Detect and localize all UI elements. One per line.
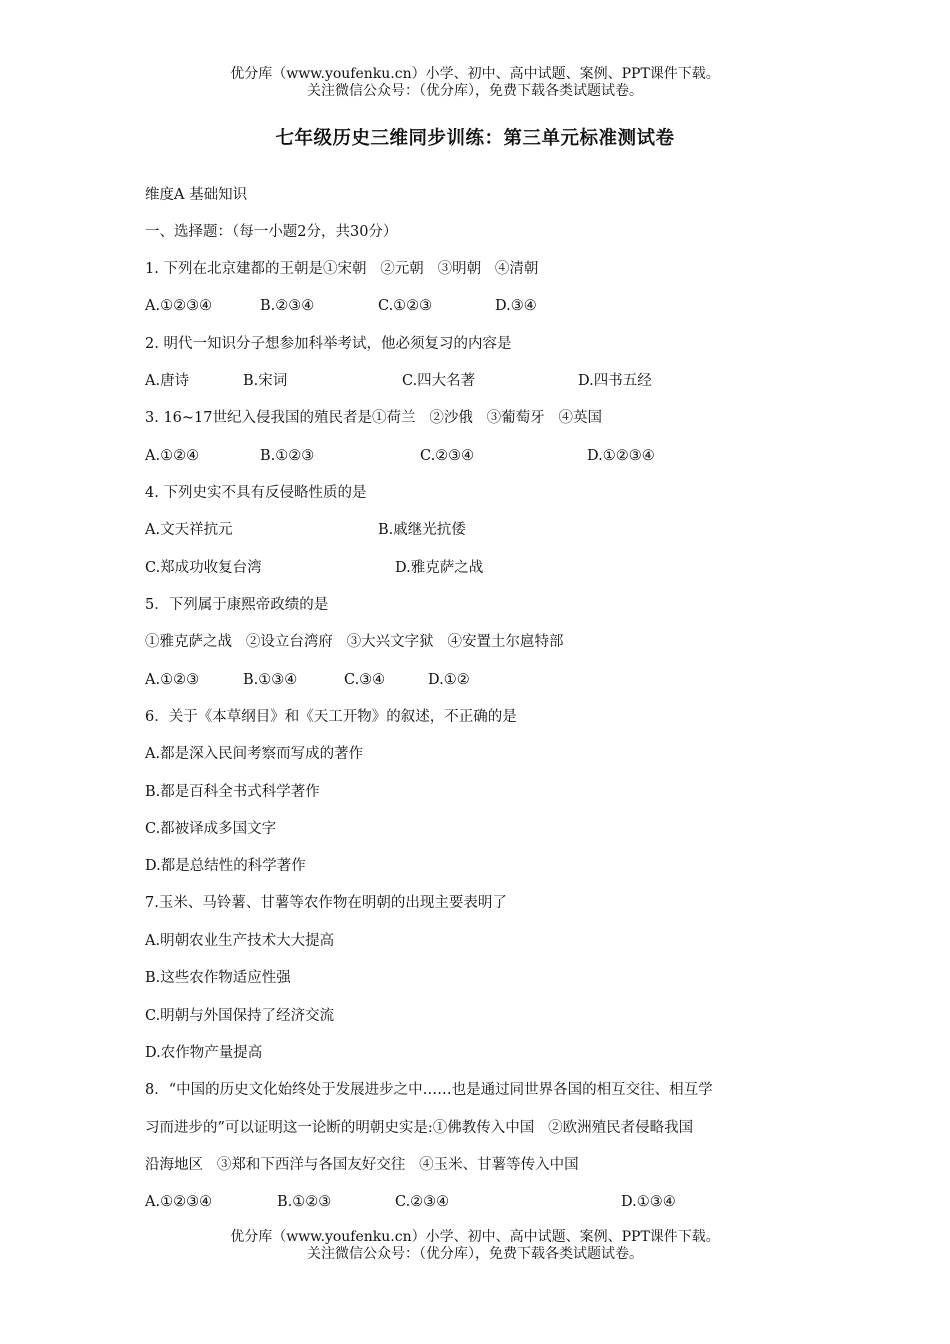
q4-option-b: B.戚继光抗倭 <box>378 522 466 538</box>
q5-option-d: D.①② <box>428 672 470 688</box>
question-4-stem: 4. 下列史实不具有反侵略性质的是 <box>145 485 367 501</box>
question-1-stem: 1. 下列在北京建都的王朝是①宋朝 ②元朝 ③明朝 ④清朝 <box>145 261 539 277</box>
q3-option-b: B.①②③ <box>260 448 315 464</box>
q7-option-b: B.这些农作物适应性强 <box>145 970 291 986</box>
q1-option-d: D.③④ <box>495 298 537 314</box>
question-8-stem-line-3: 沿海地区 ③郑和下西洋与各国友好交往 ④玉米、甘薯等传入中国 <box>145 1157 579 1173</box>
q5-option-c: C.③④ <box>344 672 386 688</box>
q4-option-d: D.雅克萨之战 <box>395 560 484 576</box>
q5-option-a: A.①②③ <box>145 672 200 688</box>
question-5-items: ①雅克萨之战 ②设立台湾府 ③大兴文字狱 ④安置土尔扈特部 <box>145 634 564 650</box>
question-8-stem-line-1: 8．“中国的历史文化始终处于发展进步之中……也是通过同世界各国的相互交往、相互学 <box>145 1082 713 1098</box>
header-line-1: 优分库（www.youfenku.cn）小学、初中、高中试题、案例、PPT课件下载。 <box>230 66 720 82</box>
q1-option-c: C.①②③ <box>378 298 433 314</box>
question-3-stem: 3. 16~17世纪入侵我国的殖民者是①荷兰 ②沙俄 ③葡萄牙 ④英国 <box>145 410 602 426</box>
question-5-stem: 5．下列属于康熙帝政绩的是 <box>145 597 329 613</box>
document-title: 七年级历史三维同步训练：第三单元标准测试卷 <box>275 128 675 149</box>
part-heading: 一、选择题：（每一小题2分，共30分） <box>145 224 398 240</box>
footer-line-1: 优分库（www.youfenku.cn）小学、初中、高中试题、案例、PPT课件下载。 <box>230 1229 720 1245</box>
q8-option-b: B.①②③ <box>277 1194 332 1210</box>
q2-option-d: D.四书五经 <box>578 373 652 389</box>
q2-option-c: C.四大名著 <box>402 373 476 389</box>
q2-option-b: B.宋词 <box>243 373 288 389</box>
question-2-stem: 2. 明代一知识分子想参加科举考试，他必须复习的内容是 <box>145 336 512 352</box>
q6-option-c: C.都被译成多国文字 <box>145 821 277 837</box>
q1-option-a: A.①②③④ <box>145 298 213 314</box>
question-8-stem-line-2: 习而进步的”可以证明这一论断的明朝史实是:①佛教传入中国 ②欧洲殖民者侵略我国 <box>145 1120 694 1136</box>
q8-option-d: D.①③④ <box>621 1194 676 1210</box>
q7-option-a: A.明朝农业生产技术大大提高 <box>145 933 335 949</box>
q8-option-a: A.①②③④ <box>145 1194 213 1210</box>
header-line-2: 关注微信公众号：（优分库），免费下载各类试题试卷。 <box>307 83 643 99</box>
q4-option-c: C.郑成功收复台湾 <box>145 560 262 576</box>
q7-option-c: C.明朝与外国保持了经济交流 <box>145 1008 335 1024</box>
q3-option-d: D.①②③④ <box>587 448 655 464</box>
q3-option-c: C.②③④ <box>420 448 475 464</box>
q2-option-a: A.唐诗 <box>145 373 190 389</box>
q8-option-c: C.②③④ <box>395 1194 450 1210</box>
question-7-stem: 7.玉米、马铃薯、甘薯等农作物在明朝的出现主要表明了 <box>145 895 507 911</box>
q6-option-d: D.都是总结性的科学著作 <box>145 858 306 874</box>
q1-option-b: B.②③④ <box>260 298 315 314</box>
page-header <box>0 66 950 100</box>
q6-option-a: A.都是深入民间考察而写成的著作 <box>145 746 364 762</box>
q6-option-b: B.都是百科全书式科学著作 <box>145 784 320 800</box>
question-6-stem: 6．关于《本草纲目》和《天工开物》的叙述，不正确的是 <box>145 709 517 725</box>
q3-option-a: A.①②④ <box>145 448 200 464</box>
q5-option-b: B.①③④ <box>243 672 298 688</box>
q4-option-a: A.文天祥抗元 <box>145 522 233 538</box>
footer-line-2: 关注微信公众号：（优分库），免费下载各类试题试卷。 <box>307 1246 643 1262</box>
section-heading: 维度A 基础知识 <box>145 187 248 203</box>
page-footer <box>0 1229 950 1263</box>
q7-option-d: D.农作物产量提高 <box>145 1045 263 1061</box>
